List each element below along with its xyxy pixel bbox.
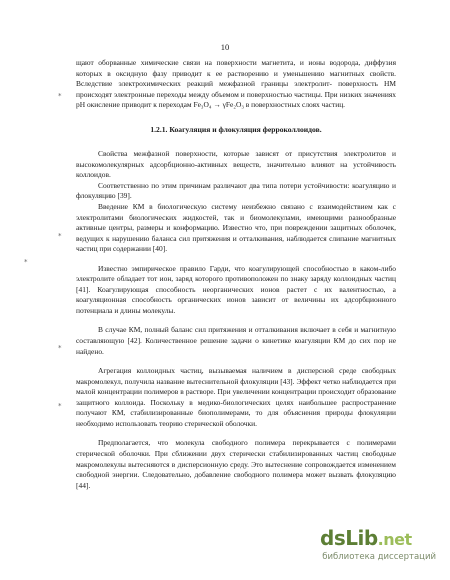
- paragraph: Предполагается, что молекула свободного полимера перекрывается с полимерами стерической оболочки. При сближении двух стерически стабилизированных частиц свободные макромолекулы вытесняются в дисперсионную среду. Это вытеснение сопровождается изменением свободной энергии. Следовательно, добавление свободного полимера может вызвать флокуляцию [44].: [76, 438, 396, 490]
- section-heading: 1.2.1. Коагуляция и флокуляция ферроколлоидов.: [150, 124, 322, 134]
- site-watermark: [316, 526, 436, 568]
- paragraph: Введение КМ в биологическую систему неизбежно связано с взаимодействием как с электролитами биологических жидкостей, так и биомолекулами, имеющими разнообразные активные центры, размеры и конформацию. Известно что, при повреждении защитных оболочек, ведущих к нарушению баланса сил притяжения и отталкивания, наблюдается слипание магнитных частиц при содержании [40].: [76, 202, 396, 254]
- paragraph: Соответственно по этим причинам различают два типа потери устойчивости: коагуляцию и флокуляцию [39].: [76, 180, 396, 201]
- document-body: [76, 58, 396, 491]
- margin-mark: *: [58, 402, 62, 410]
- paragraph: Известно эмпирическое правило Гарди, что коагулирующей способностью в каком-либо электролите обладает тот ион, заряд которого противоположен по знаку заряду коллоидных частиц [41]. Коагулирующая способность неорганических ионов растет с их валентностью, а коагуляционная способность органических ионов зависит от величины их адсорбционного потенциала и длины молекулы.: [76, 263, 396, 315]
- page-number: 10: [220, 42, 230, 52]
- margin-mark: *: [24, 258, 28, 266]
- margin-mark: *: [58, 92, 62, 100]
- paragraph: Агрегация коллоидных частиц, вызываемая наличием в дисперсной среде свободных макромолекул, получила название вытеснительной флокуляции [43]. Эффект четко наблюдается при малой концентрации полимеров в растворе. При увеличении концентрации происходит образование защитного коллоида. Поскольку в медико-биологических целях наибольшее распространение получают КМ, стабилизированные биополимерами, то для объяснения природы флокуляции необходимо использовать теорию стерической оболочки.: [76, 366, 396, 428]
- paragraph: В случае КМ, полный баланс сил притяжения и отталкивания включает в себя и магнитную составляющую [42]. Количественное решение задачи о кинетике коагуляции КМ до сих пор не найдено.: [76, 325, 396, 356]
- margin-mark: *: [58, 232, 62, 240]
- paragraph: щают оборванные химические связи на поверхности магнетита, и ионы водорода, диффузия которых в оксидную фазу приводит к ее растворению и уменьшению магнитных свойств. Вследствие электрохимических реакций межфазной границы электролит- поверхность НМ происходят электронные переходы между объемом и поверхностью частицы. При низких значениях pH окисление приводит к переходам Fe₃O₄ → γFe₂O₃ в поверхностных слоях частиц.: [76, 58, 396, 110]
- paragraph: Свойства межфазной поверхности, которые зависят от присутствия электролитов и высокомолекулярных адсорбционно-активных веществ, значительно влияют на устойчивость коллоидов.: [76, 149, 396, 180]
- margin-mark: *: [58, 344, 62, 352]
- watermark-subtitle: библиотека диссертаций: [322, 552, 436, 562]
- watermark-logo: dsLib.net: [320, 526, 412, 550]
